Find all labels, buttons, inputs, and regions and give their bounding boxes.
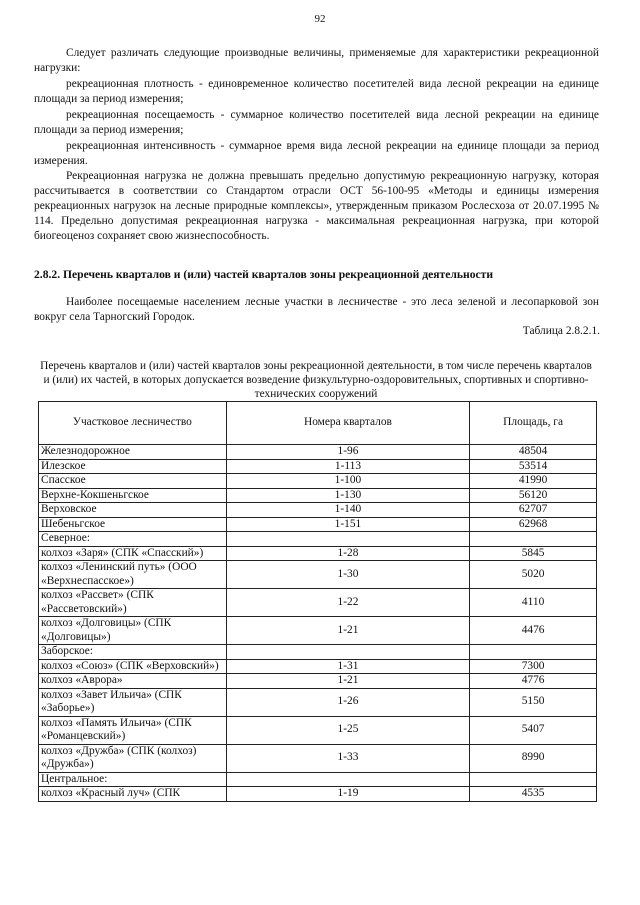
cell-area: 5407 xyxy=(470,716,597,744)
cell-forestry: колхоз «Завет Ильича» (СПК «Заборье») xyxy=(39,688,227,716)
cell-area xyxy=(470,645,597,660)
table-row xyxy=(39,617,597,645)
cell-quarters xyxy=(226,772,469,787)
table-row xyxy=(39,716,597,744)
table-row xyxy=(39,532,597,547)
paragraph-density: рекреационная плотность - единовременное количество посетителей вида лесной рекреации на единице площади за период измерения; xyxy=(34,78,599,105)
section-heading: 2.8.2. Перечень кварталов и (или) частей кварталов зоны рекреационной деятельности xyxy=(34,268,494,281)
cell-quarters: 1-26 xyxy=(226,688,469,716)
cell-forestry: Илезское xyxy=(39,459,227,474)
cell-quarters: 1-151 xyxy=(226,517,469,532)
table-row xyxy=(39,474,597,489)
cell-area xyxy=(470,772,597,787)
table-row xyxy=(39,589,597,617)
table-header-row xyxy=(39,402,597,445)
cell-forestry: Железнодорожное xyxy=(39,445,227,460)
cell-quarters: 1-19 xyxy=(226,787,469,802)
table-row xyxy=(39,503,597,518)
cell-forestry: колхоз «Память Ильича» (СПК «Романцевский») xyxy=(39,716,227,744)
table-row xyxy=(39,488,597,503)
cell-forestry: колхоз «Аврора» xyxy=(39,674,227,689)
table-row xyxy=(39,787,597,802)
cell-forestry: колхоз «Долговицы» (СПК «Долговицы») xyxy=(39,617,227,645)
cell-quarters xyxy=(226,532,469,547)
table-row xyxy=(39,561,597,589)
cell-quarters: 1-22 xyxy=(226,589,469,617)
cell-forestry: колхоз «Дружба» (СПК (колхоз) «Дружба») xyxy=(39,744,227,772)
cell-forestry: Северное: xyxy=(39,532,227,547)
cell-forestry: Верховское xyxy=(39,503,227,518)
cell-quarters: 1-33 xyxy=(226,744,469,772)
cell-area: 48504 xyxy=(470,445,597,460)
paragraph-intensity: рекреационная интенсивность - суммарное время вида лесной рекреации на единице площади за период измерения. xyxy=(34,140,599,167)
cell-area: 4110 xyxy=(470,589,597,617)
cell-quarters xyxy=(226,645,469,660)
cell-forestry: колхоз «Рассвет» (СПК «Рассветовский») xyxy=(39,589,227,617)
page-number: 92 xyxy=(314,13,326,25)
cell-forestry: Шебеньгское xyxy=(39,517,227,532)
cell-forestry: Центральное: xyxy=(39,772,227,787)
cell-quarters: 1-21 xyxy=(226,617,469,645)
header-forestry: Участковое лесничество xyxy=(39,402,227,445)
table-row xyxy=(39,744,597,772)
cell-area: 62707 xyxy=(470,503,597,518)
cell-area: 53514 xyxy=(470,459,597,474)
paragraph-text: Следует различать следующие производные величины, применяемые для характеристики рекреационной нагрузки: xyxy=(34,47,599,74)
recreation-zone-table xyxy=(38,401,597,802)
cell-quarters: 1-140 xyxy=(226,503,469,518)
table-row xyxy=(39,645,597,660)
cell-area: 7300 xyxy=(470,659,597,674)
cell-forestry: Спасское xyxy=(39,474,227,489)
cell-quarters: 1-28 xyxy=(226,546,469,561)
cell-area: 4476 xyxy=(470,617,597,645)
cell-forestry: Верхне-Кокшеньгское xyxy=(39,488,227,503)
paragraph-load-limit: Рекреационная нагрузка не должна превышать предельно допустимую рекреационную нагрузку, которая рассчитывается в соответствии со Стандартом отрасли ОСТ 56-100-95 «Методы и единицы измерения рекреационных нагрузок на лесные природные комплексы», утвержденным приказом Рослесхоза от 20.07.1995 № 114. Предельно допустимая рекреационная нагрузка - максимальная рекреационная нагрузка, при которой биогеоценоз сохраняет свою жизнеспособность. xyxy=(34,170,599,242)
cell-quarters: 1-25 xyxy=(226,716,469,744)
table-row xyxy=(39,445,597,460)
cell-area: 41990 xyxy=(470,474,597,489)
cell-quarters: 1-96 xyxy=(226,445,469,460)
cell-area: 62968 xyxy=(470,517,597,532)
cell-quarters: 1-31 xyxy=(226,659,469,674)
cell-forestry: колхоз «Ленинский путь» (ООО «Верхнеспасское») xyxy=(39,561,227,589)
table-row xyxy=(39,674,597,689)
cell-forestry: колхоз «Красный луч» (СПК xyxy=(39,787,227,802)
cell-forestry: колхоз «Союз» (СПК «Верховский») xyxy=(39,659,227,674)
table-caption: Перечень кварталов и (или) частей кварталов зоны рекреационной деятельности, в том числе перечень кварталов и (или) их частей, в которых допускается возведение физкультурно-оздоровительных, спортивных и спортивно-технических сооружений xyxy=(40,360,592,400)
cell-quarters: 1-130 xyxy=(226,488,469,503)
table-row xyxy=(39,772,597,787)
table-row xyxy=(39,688,597,716)
cell-quarters: 1-30 xyxy=(226,561,469,589)
paragraph-intro xyxy=(34,46,599,76)
cell-area: 5020 xyxy=(470,561,597,589)
table-row xyxy=(39,517,597,532)
table-body xyxy=(39,445,597,802)
paragraph-forest-areas: Наиболее посещаемые населением лесные участки в лесничестве - это леса зеленой и лесопарковой зон вокруг села Тарногский Городок. xyxy=(34,296,599,323)
paragraph-attendance: рекреационная посещаемость - суммарное количество посетителей вида лесной рекреации на единице площади за период измерения; xyxy=(34,109,599,136)
cell-area: 5845 xyxy=(470,546,597,561)
cell-forestry: Заборское: xyxy=(39,645,227,660)
cell-area: 8990 xyxy=(470,744,597,772)
cell-forestry: колхоз «Заря» (СПК «Спасский») xyxy=(39,546,227,561)
header-quarters: Номера кварталов xyxy=(226,402,469,445)
cell-area: 5150 xyxy=(470,688,597,716)
cell-area xyxy=(470,532,597,547)
table-row xyxy=(39,546,597,561)
cell-quarters: 1-100 xyxy=(226,474,469,489)
table-label: Таблица 2.8.2.1. xyxy=(522,325,600,337)
cell-area: 56120 xyxy=(470,488,597,503)
table-row xyxy=(39,459,597,474)
cell-quarters: 1-113 xyxy=(226,459,469,474)
cell-quarters: 1-21 xyxy=(226,674,469,689)
table-row xyxy=(39,659,597,674)
cell-area: 4535 xyxy=(470,787,597,802)
cell-area: 4776 xyxy=(470,674,597,689)
header-area: Площадь, га xyxy=(470,402,597,445)
